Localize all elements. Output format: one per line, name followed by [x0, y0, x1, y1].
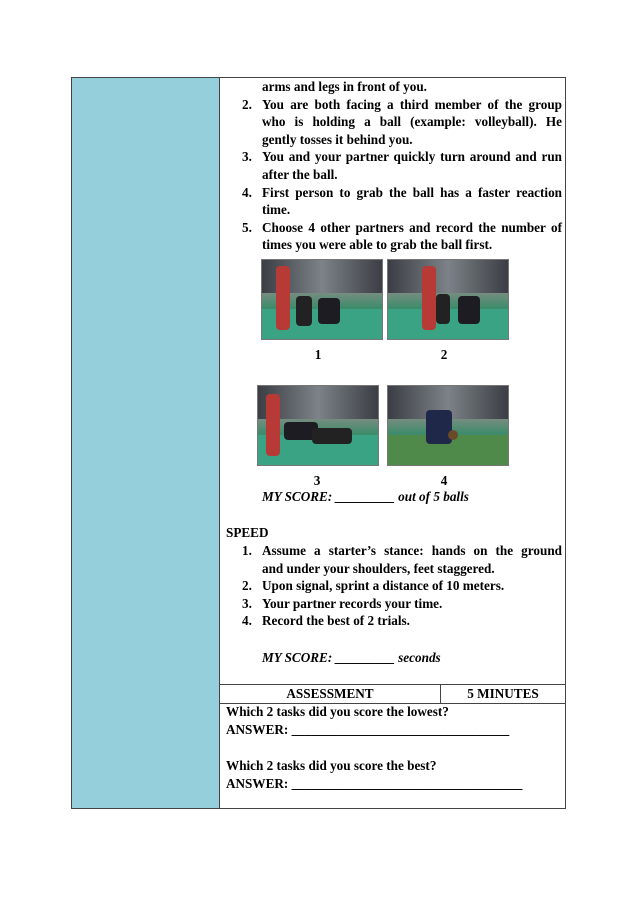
step-number: 2.: [242, 96, 252, 112]
list-item: [242, 595, 562, 613]
answer-best: [226, 775, 522, 793]
step-line: and under your shoulders, feet staggered.: [262, 560, 495, 576]
answer-blank[interactable]: _________________________________: [291, 722, 510, 737]
photo-2: [387, 259, 509, 340]
step-number: 5.: [242, 219, 252, 235]
answer-label: ANSWER:: [226, 776, 289, 791]
list-item: [242, 96, 562, 149]
score-blank: _________: [335, 650, 395, 665]
activity-table: [71, 77, 566, 809]
score-label: MY SCORE:: [262, 489, 333, 504]
answer-blank[interactable]: ___________________________________: [291, 776, 523, 791]
photo-caption-4: 4: [440, 473, 448, 488]
step-1-continuation: arms and legs in front of you.: [262, 79, 427, 94]
assessment-header-row: [220, 684, 565, 704]
step-number: 3.: [242, 149, 252, 165]
list-item: [242, 612, 562, 630]
answer-label: ANSWER:: [226, 722, 289, 737]
step-number: 4.: [242, 613, 252, 629]
question-lowest: Which 2 tasks did you score the lowest?: [226, 704, 449, 719]
right-column: [220, 78, 565, 808]
reaction-score: [262, 488, 469, 506]
photo-3: [257, 385, 379, 466]
answer-lowest: [226, 721, 509, 739]
step-line: Choose 4 other partners and record the number of: [262, 219, 562, 235]
step-line: Upon signal, sprint a distance of 10 meters.: [262, 578, 505, 594]
score-blank: _________: [335, 489, 395, 504]
assessment-duration: 5 MINUTES: [467, 686, 539, 701]
step-number: 2.: [242, 578, 252, 594]
left-column: [72, 78, 220, 808]
question-best: Which 2 tasks did you score the best?: [226, 758, 437, 773]
step-line: You and your partner quickly turn around and run: [262, 149, 562, 165]
score-label: MY SCORE:: [262, 650, 333, 665]
score-suffix: seconds: [398, 650, 441, 665]
reaction-steps-list: [242, 96, 562, 254]
step-line: Record the best of 2 trials.: [262, 613, 410, 629]
photo-caption-1: 1: [314, 347, 322, 362]
list-item: [242, 148, 562, 183]
score-suffix: out of 5 balls: [398, 489, 469, 504]
step-line: You are both facing a third member of the group: [262, 96, 562, 112]
list-item: [242, 577, 562, 595]
list-item: [242, 542, 562, 577]
photo-4: [387, 385, 509, 466]
list-item: [242, 219, 562, 254]
step-line: who is holding a ball (example: volleyball). He: [262, 114, 562, 130]
speed-heading: SPEED: [226, 525, 269, 540]
photo-1: [261, 259, 383, 340]
step-line: Your partner records your time.: [262, 595, 443, 611]
photo-caption-2: 2: [440, 347, 448, 362]
speed-score: [262, 649, 441, 667]
step-line: Assume a starter’s stance: hands on the ground: [262, 543, 562, 558]
assessment-title: ASSESSMENT: [286, 686, 374, 701]
photo-caption-3: 3: [313, 473, 321, 488]
speed-steps-list: [242, 542, 562, 630]
list-item: [242, 184, 562, 219]
step-number: 3.: [242, 595, 252, 611]
step-line: time.: [262, 202, 291, 218]
step-line: gently tosses it behind you.: [262, 131, 413, 147]
step-line: after the ball.: [262, 166, 338, 182]
step-line: First person to grab the ball has a faster reaction: [262, 184, 562, 200]
step-number: 4.: [242, 184, 252, 200]
step-number: 1.: [242, 543, 252, 558]
step-line: times you were able to grab the ball first.: [262, 237, 493, 253]
